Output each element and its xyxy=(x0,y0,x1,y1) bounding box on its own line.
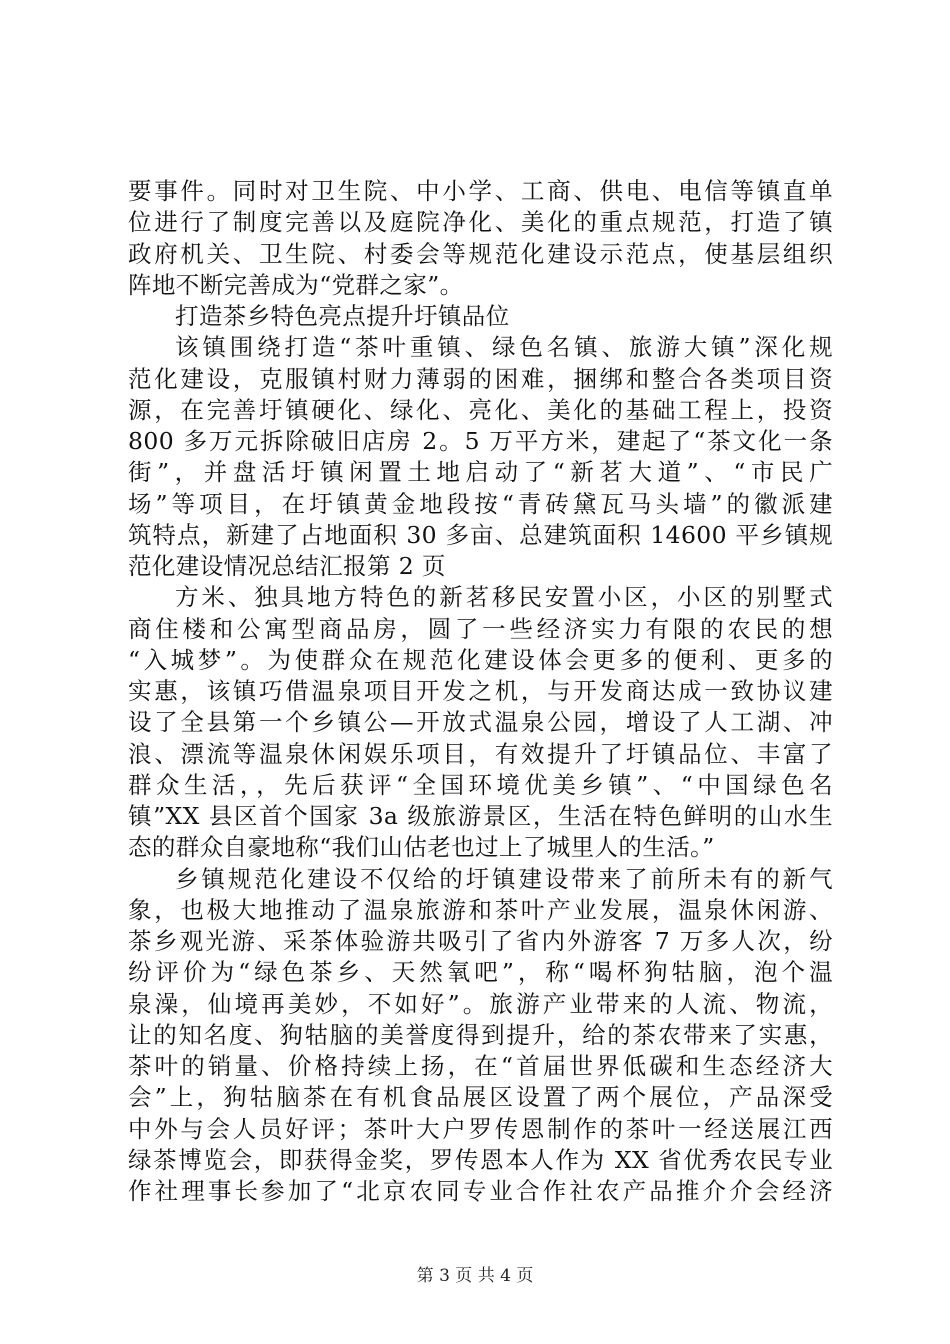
text-line: 筑特点，新建了占地面积 30 多亩、总建筑面积 14600 平乡镇规 xyxy=(128,520,833,549)
text-line: 商住楼和公寓型商品房，圆了一些经济实力有限的农民的想 xyxy=(128,614,833,643)
text-line: 群众生活，，先后获评“全国环境优美乡镇”、“中国绿色名 xyxy=(128,770,833,799)
text-line: 源，在完善圩镇硬化、绿化、亮化、美化的基础工程上，投资 xyxy=(128,395,833,424)
text-line: 阵地不断完善成为“党群之家”。 xyxy=(128,270,464,299)
page-footer: 第 3 页 共 4 页 xyxy=(416,1266,534,1286)
text-line: 街”，并盘活圩镇闲置土地启动了“新茗大道”、“市民广 xyxy=(128,458,833,487)
text-line: 该镇围绕打造“茶叶重镇、绿色名镇、旅游大镇”深化规 xyxy=(175,333,833,362)
text-line: 茶叶的销量、价格持续上扬，在“首届世界低碳和生态经济大 xyxy=(128,1052,833,1080)
text-line: 让的知名度、狗牯脑的美誉度得到提升，给的茶农带来了实惠， xyxy=(128,1020,833,1049)
text-line: 800 多万元拆除破旧店房 2。5 万平方米，建起了“茶文化一条 xyxy=(128,427,833,455)
body-text xyxy=(128,176,833,1207)
text-line: 态的群众自豪地称“我们山估老也过上了城里人的生活。” xyxy=(128,833,715,862)
text-line: 位进行了制度完善以及庭院净化、美化的重点规范，打造了镇 xyxy=(128,208,833,237)
text-line: 纷评价为“绿色茶乡、天然氧吧”，称“喝杯狗牯脑，泡个温 xyxy=(128,958,833,987)
text-line: 象，也极大地推动了温泉旅游和茶叶产业发展，温泉休闲游、 xyxy=(128,895,833,924)
text-line: 茶乡观光游、采茶体验游共吸引了省内外游客 7 万多人次，纷 xyxy=(128,927,833,955)
text-line: 泉澡，仙境再美妙，不如好”。旅游产业带来的人流、物流， xyxy=(128,989,833,1018)
text-line: 镇”XX 县区首个国家 3a 级旅游景区，生活在特色鲜明的山水生 xyxy=(128,802,833,830)
text-line: 政府机关、卫生院、村委会等规范化建设示范点，使基层组织 xyxy=(128,239,833,268)
text-line: 会”上，狗牯脑茶在有机食品展区设置了两个展位，产品深受 xyxy=(128,1083,833,1112)
text-line: 绿茶博览会，即获得金奖，罗传恩本人作为 XX 省优秀农民专业 xyxy=(128,1145,833,1174)
section-heading: 打造茶乡特色亮点提升圩镇品位 xyxy=(175,302,510,330)
text-line: 要事件。同时对卫生院、中小学、工商、供电、电信等镇直单 xyxy=(128,177,833,205)
text-line: 实惠，该镇巧借温泉项目开发之机，与开发商达成一致协议建 xyxy=(128,677,833,705)
text-line: 方米、独具地方特色的新茗移民安置小区，小区的别墅式 xyxy=(175,583,833,612)
text-line: 乡镇规范化建设不仅给的圩镇建设带来了前所未有的新气 xyxy=(175,864,833,893)
text-line: “入城梦”。为使群众在规范化建设体会更多的便利、更多的 xyxy=(128,645,833,674)
text-line: 范化建设，克服镇村财力薄弱的困难，捆绑和整合各类项目资 xyxy=(128,364,833,393)
text-line: 作社理事长参加了“北京农同专业合作社农产品推介介会经济 xyxy=(128,1177,833,1205)
text-line: 设了全县第一个乡镇公—开放式温泉公园，增设了人工湖、冲 xyxy=(128,708,833,737)
text-line: 中外与会人员好评；茶叶大户罗传恩制作的茶叶一经送展江西 xyxy=(128,1114,833,1143)
text-line: 范化建设情况总结汇报第 2 页 xyxy=(128,552,446,580)
text-line: 浪、漂流等温泉休闲娱乐项目，有效提升了圩镇品位、丰富了 xyxy=(128,739,833,768)
text-line: 场”等项目，在圩镇黄金地段按“青砖黛瓦马头墙”的徽派建 xyxy=(128,489,833,518)
